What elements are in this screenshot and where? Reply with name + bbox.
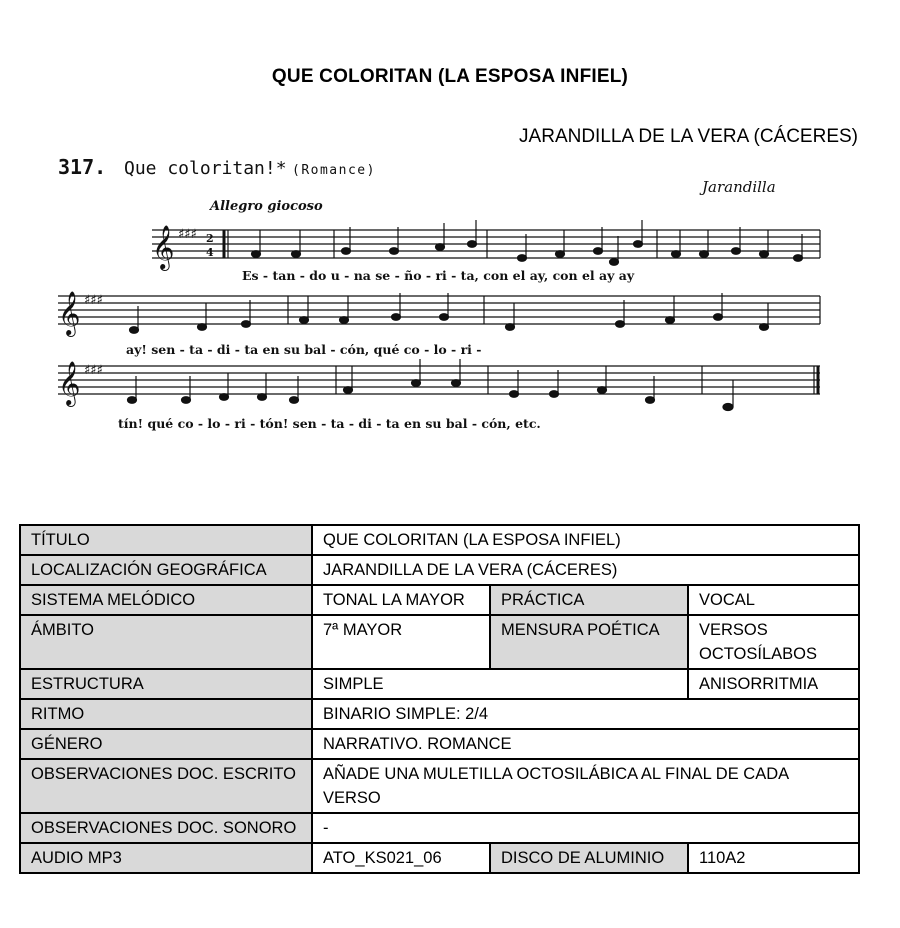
label-sistema-melodico: SISTEMA MELÓDICO bbox=[20, 585, 312, 615]
notes-staff-2 bbox=[130, 293, 769, 333]
table-row bbox=[20, 729, 859, 759]
value-sistema-melodico: TONAL LA MAYOR bbox=[312, 585, 490, 615]
table-row bbox=[20, 699, 859, 729]
score-song-title: Que coloritan!* bbox=[124, 158, 287, 179]
table-row bbox=[20, 615, 859, 669]
label-estructura: ESTRUCTURA bbox=[20, 669, 312, 699]
lyrics-line-1: Es - tan - do u - na se - ño - ri - ta, con el ay, con el ay ay bbox=[242, 268, 635, 283]
label-obs-escrito: OBSERVACIONES DOC. ESCRITO bbox=[20, 759, 312, 813]
label-mensura-poetica: MENSURA POÉTICA bbox=[490, 615, 688, 669]
value-disco-aluminio: 110A2 bbox=[688, 843, 859, 873]
time-sig-top: 2 bbox=[206, 232, 214, 245]
key-signature-2: ♯♯♯ bbox=[84, 293, 103, 308]
table-row bbox=[20, 555, 859, 585]
notes-staff-3 bbox=[128, 359, 734, 411]
label-disco-aluminio: DISCO DE ALUMINIO bbox=[490, 843, 688, 873]
score-number: 317. bbox=[58, 155, 107, 179]
label-ritmo: RITMO bbox=[20, 699, 312, 729]
value-anisorritmia: ANISORRITMIA bbox=[688, 669, 859, 699]
value-audio-mp3: ATO_KS021_06 bbox=[312, 843, 490, 873]
value-genero: NARRATIVO. ROMANCE bbox=[312, 729, 859, 759]
value-ambito: 7ª MAYOR bbox=[312, 615, 490, 669]
label-obs-sonoro: OBSERVACIONES DOC. SONORO bbox=[20, 813, 312, 843]
staff-3 bbox=[58, 366, 820, 394]
value-titulo: QUE COLORITAN (LA ESPOSA INFIEL) bbox=[312, 525, 859, 555]
staff-2 bbox=[58, 296, 820, 324]
key-signature-3: ♯♯♯ bbox=[84, 363, 103, 378]
value-estructura: SIMPLE bbox=[312, 669, 688, 699]
table-row bbox=[20, 843, 859, 873]
treble-clef-3: 𝄞 bbox=[58, 361, 81, 405]
treble-clef-1: 𝄞 bbox=[152, 225, 175, 269]
lyrics-line-2: ay! sen - ta - di - ta en su bal - cón, qué co - lo - ri - bbox=[126, 342, 482, 357]
table-row bbox=[20, 585, 859, 615]
label-ambito: ÁMBITO bbox=[20, 615, 312, 669]
value-localizacion: JARANDILLA DE LA VERA (CÁCERES) bbox=[312, 555, 859, 585]
time-sig-bottom: 4 bbox=[206, 246, 214, 259]
label-genero: GÉNERO bbox=[20, 729, 312, 759]
key-signature-1: ♯♯♯ bbox=[178, 227, 197, 242]
score-tempo: Allegro giocoso bbox=[210, 199, 323, 214]
lyrics-line-3: tín! qué co - lo - ri - tón! sen - ta - di - ta en su bal - cón, etc. bbox=[118, 416, 541, 431]
label-localizacion: LOCALIZACIÓN GEOGRÁFICA bbox=[20, 555, 312, 585]
table-row bbox=[20, 525, 859, 555]
value-practica: VOCAL bbox=[688, 585, 859, 615]
document-location: JARANDILLA DE LA VERA (CÁCERES) bbox=[519, 126, 858, 147]
song-info-table bbox=[19, 524, 860, 874]
document-title: QUE COLORITAN (LA ESPOSA INFIEL) bbox=[271, 66, 629, 87]
treble-clef-2: 𝄞 bbox=[58, 291, 81, 335]
value-mensura-poetica: VERSOS OCTOSÍLABOS bbox=[688, 615, 859, 669]
score-genre: (Romance) bbox=[292, 163, 376, 178]
value-ritmo: BINARIO SIMPLE: 2/4 bbox=[312, 699, 859, 729]
table-row bbox=[20, 813, 859, 843]
score-place: Jarandilla bbox=[702, 178, 776, 196]
label-audio-mp3: AUDIO MP3 bbox=[20, 843, 312, 873]
value-obs-escrito: AÑADE UNA MULETILLA OCTOSILÁBICA AL FINAL DE CADA VERSO bbox=[312, 759, 859, 813]
label-practica: PRÁCTICA bbox=[490, 585, 688, 615]
music-score-image bbox=[52, 150, 832, 450]
table-row bbox=[20, 759, 859, 813]
table-row bbox=[20, 669, 859, 699]
value-obs-sonoro: - bbox=[312, 813, 859, 843]
label-titulo: TÍTULO bbox=[20, 525, 312, 555]
